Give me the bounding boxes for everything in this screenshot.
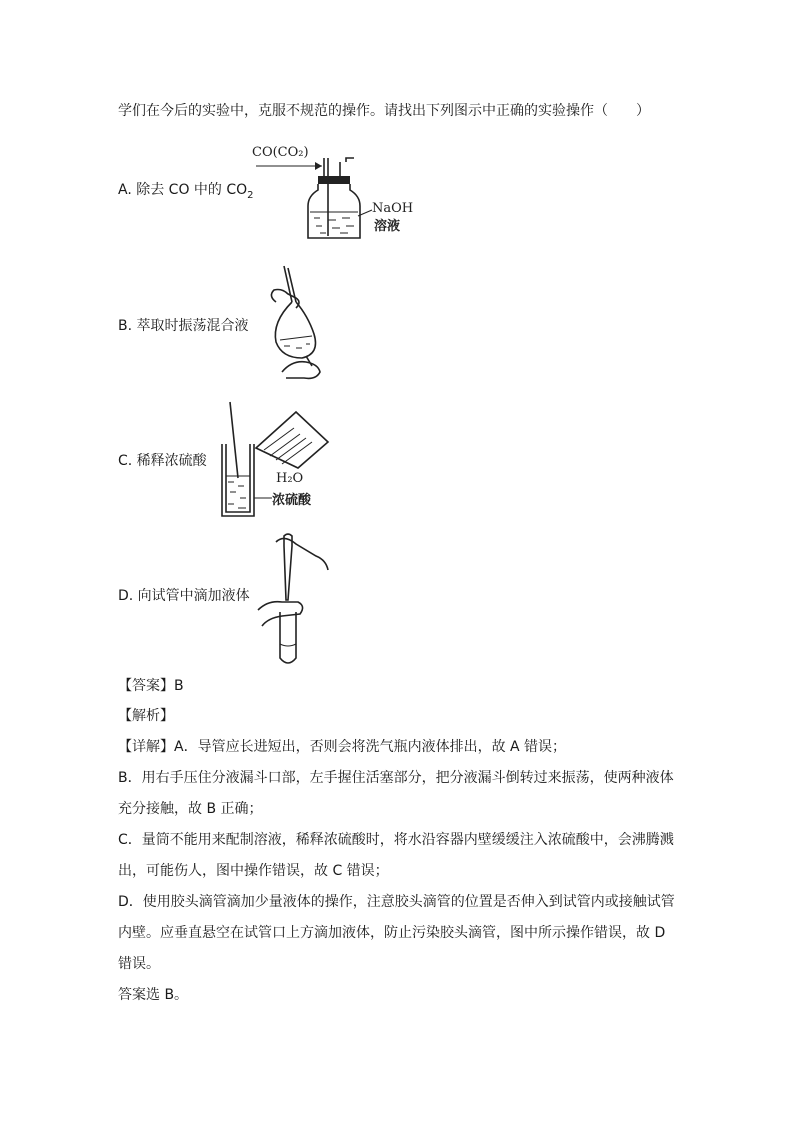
option-a-text: A. 除去 CO 中的 CO [118,182,248,198]
option-c-text: C. 稀释浓硫酸 [118,453,207,469]
option-a-figure-gas-washing-bottle [250,140,430,245]
analysis-line-9: 答案选 B。 [118,987,189,1003]
option-c-figure-dilute-acid [218,398,358,523]
glass-tubes [324,158,354,236]
question-stem: 学们在今后的实验中，克服不规范的操作。请找出下列图示中正确的实验操作（ ） [118,103,650,119]
liquid-dashes [314,218,354,233]
analysis-heading: 【解析】 [118,708,174,724]
glass-rod [230,402,238,478]
answer-label: 【答案】B [118,678,184,694]
option-a [118,180,254,206]
option-d-figure-dropper-test-tube [254,530,334,670]
option-a-figure-gas-label: CO(CO₂) [252,145,309,160]
analysis-line-8: 错误。 [118,956,160,972]
graduated-cylinder [222,444,254,516]
option-a-figure-solution-label: 溶液 [374,219,401,234]
bottle [308,184,360,238]
analysis-line-6: D．使用胶头滴管滴加少量液体的操作，注意胶头滴管的位置是否伸入到试管内或接触试管 [118,894,675,910]
analysis-line-4: C．量筒不能用来配制溶液，稀释浓硫酸时，将水沿容器内壁缓缓注入浓硫酸中，会沸腾溅 [118,832,674,848]
option-d-text: D. 向试管中滴加液体 [118,588,250,604]
funnel-bulb [275,302,315,358]
option-a-subscript: 2 [247,189,254,201]
analysis-line-2: B．用右手压住分液漏斗口部，左手握住活塞部分，把分液漏斗倒转过来振荡，使两种液体 [118,770,674,786]
option-b-figure-separatory-funnel [262,262,332,387]
analysis-line-7: 内壁。应垂直悬空在试管口上方滴加液体，防止污染胶头滴管，图中所示操作错误，故 D [118,925,666,941]
analysis-line-1: 【详解】A．导管应长进短出，否则会将洗气瓶内液体排出，故 A 错误； [118,739,567,755]
test-tube [280,612,296,663]
option-a-figure-naoh-label: NaOH [372,201,414,216]
option-c-figure-water-label: H₂O [276,471,304,486]
analysis-line-3: 充分接触，故 B 正确； [118,801,263,817]
analysis-line-5: 出，可能伤人，图中操作错误，故 C 错误； [118,863,389,879]
option-c-figure-acid-label: 浓硫酸 [272,493,312,508]
rubber-stopper [318,176,350,184]
dropper [284,534,292,600]
option-b-text: B. 萃取时振荡混合液 [118,318,249,334]
left-hand [282,362,320,379]
